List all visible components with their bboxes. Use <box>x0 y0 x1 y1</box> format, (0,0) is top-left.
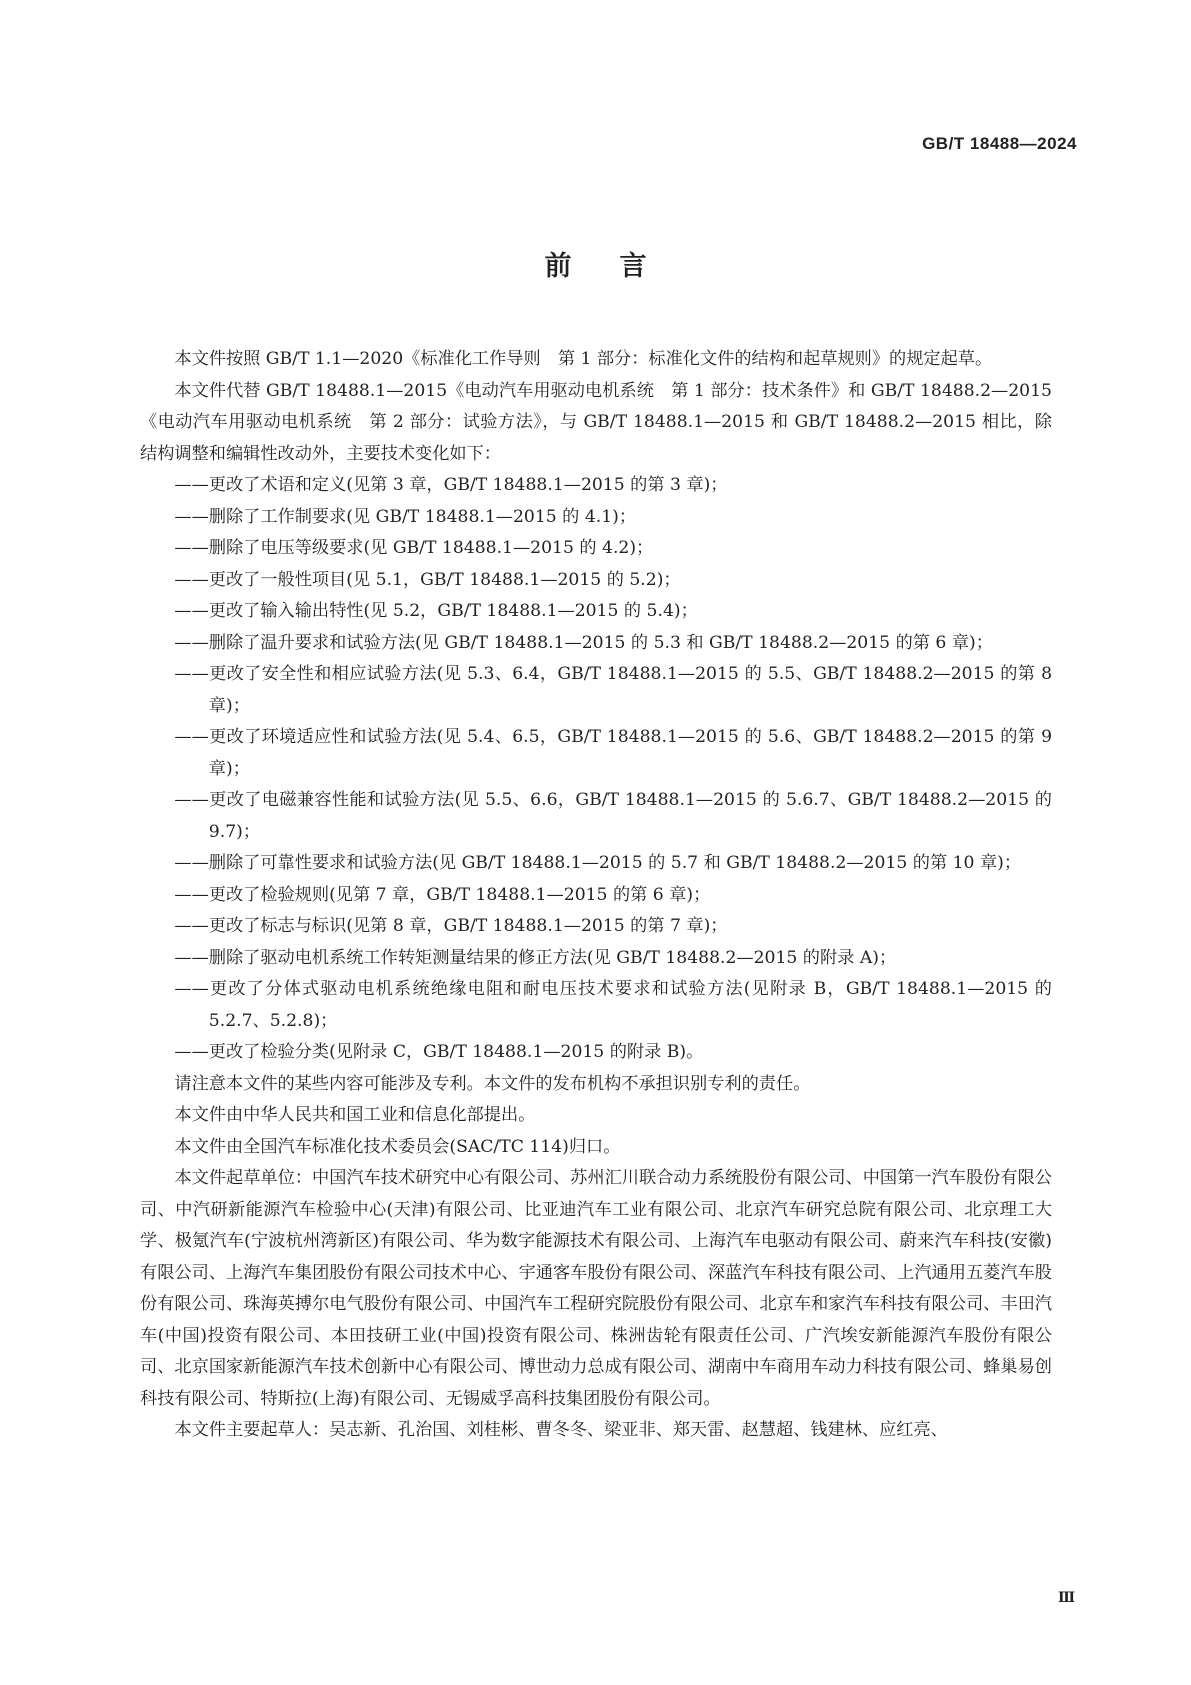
list-item: ——删除了温升要求和试验方法(见 GB/T 18488.1—2015 的 5.3 和 GB/T 18488.2—2015 的第 6 章)； <box>174 632 993 653</box>
paragraph-drafters: 本文件主要起草人：吴志新、孔治国、刘桂彬、曹冬冬、梁亚非、郑天雷、赵慧超、钱建林、应红亮、 <box>174 1420 948 1440</box>
standard-code: GB/T 18488—2024 <box>922 134 1077 153</box>
page-number: Ⅲ <box>1057 1590 1075 1606</box>
paragraph-drafting-basis: 本文件按照 GB/T 1.1—2020《标准化工作导则 第 1 部分：标准化文件的结构和起草规则》的规定起草。 <box>174 349 993 369</box>
list-item: ——更改了一般性项目(见 5.1，GB/T 18488.1—2015 的 5.2)； <box>174 569 681 590</box>
paragraph-proposer: 本文件由中华人民共和国工业和信息化部提出。 <box>174 1105 536 1125</box>
list-item: ——更改了安全性和相应试验方法(见 5.3、6.4，GB/T 18488.1—2015 的 5.5、GB/T 18488.2—2015 的第 8 章)； <box>174 664 1052 716</box>
list-item: ——更改了标志与标识(见第 8 章，GB/T 18488.1—2015 的第 7 章)； <box>174 916 728 936</box>
list-item: ——更改了环境适应性和试验方法(见 5.4、6.5，GB/T 18488.1—2015 的 5.6、GB/T 18488.2—2015 的第 9 章)； <box>174 727 1052 779</box>
list-item: ——更改了检验规则(见第 7 章，GB/T 18488.1—2015 的第 6 章)； <box>174 884 711 905</box>
paragraph-committee: 本文件由全国汽车标准化技术委员会(SAC/TC 114)归口。 <box>174 1136 621 1157</box>
paragraph-patent-notice: 请注意本文件的某些内容可能涉及专利。本文件的发布机构不承担识别专利的责任。 <box>174 1073 811 1094</box>
page-title: 前言 <box>544 251 695 282</box>
list-item: ——更改了术语和定义(见第 3 章，GB/T 18488.1—2015 的第 3 章)； <box>174 475 728 495</box>
paragraph-drafting-units: 本文件起草单位：中国汽车技术研究中心有限公司、苏州汇川联合动力系统股份有限公司、中国第一汽车股份有限公司、中汽研新能源汽车检验中心(天津)有限公司、比亚迪汽车工业有限公司、北京汽车研究总院有限公司、北京理工大学、极氪汽车(宁波杭州湾新区)有限公司、华为数字能源技术有限公司、上海汽车电驱动有限公司、蔚来汽车科技(安徽)有限公司、上海汽车集团股份有限公司技术中心、宇通客车股份有限公司、深蓝汽车科技有限公司、上汽通用五菱汽车股份有限公司、珠海英搏尔电气股份有限公司、中国汽车工程研究院股份有限公司、北京车和家汽车科技有限公司、丰田汽车(中国)投资有限公司、本田技研工业(中国)投资有限公司、株洲齿轮有限责任公司、广汽埃安新能源汽车股份有限公司、北京国家新能源汽车技术创新中心有限公司、博世动力总成有限公司、湖南中车商用车动力科技有限公司、蜂巢易创科技有限公司、特斯拉(上海)有限公司、无锡威孚高科技集团股份有限公司。 <box>140 1168 1052 1409</box>
list-item: ——删除了驱动电机系统工作转矩测量结果的修正方法(见 GB/T 18488.2—2015 的附录 A)； <box>174 947 897 968</box>
list-item: ——删除了工作制要求(见 GB/T 18488.1—2015 的 4.1)； <box>174 506 637 527</box>
list-item: ——更改了电磁兼容性能和试验方法(见 5.5、6.6，GB/T 18488.1—2015 的 5.6.7、GB/T 18488.2—2015 的 9.7)； <box>174 790 1052 842</box>
document-body <box>140 344 1052 1447</box>
paragraph-replacement: 本文件代替 GB/T 18488.1—2015《电动汽车用驱动电机系统 第 1 部分：技术条件》和 GB/T 18488.2—2015《电动汽车用驱动电机系统 第 2 部分：试验方法》，与 GB/T 18488.1—2015 和 GB/T 18488.2—2015 相比，除结构调整和编辑性改动外，主要技术变化如下： <box>140 380 1052 464</box>
list-item: ——更改了分体式驱动电机系统绝缘电阻和耐电压技术要求和试验方法(见附录 B，GB/T 18488.1—2015 的 5.2.7、5.2.8)； <box>174 979 1052 1031</box>
list-item: ——删除了可靠性要求和试验方法(见 GB/T 18488.1—2015 的 5.7 和 GB/T 18488.2—2015 的第 10 章)； <box>174 853 1022 873</box>
list-item: ——更改了输入输出特性(见 5.2，GB/T 18488.1—2015 的 5.4)； <box>174 601 698 621</box>
list-item: ——更改了检验分类(见附录 C，GB/T 18488.1—2015 的附录 B)。 <box>174 1042 704 1062</box>
list-item: ——删除了电压等级要求(见 GB/T 18488.1—2015 的 4.2)； <box>174 538 654 558</box>
